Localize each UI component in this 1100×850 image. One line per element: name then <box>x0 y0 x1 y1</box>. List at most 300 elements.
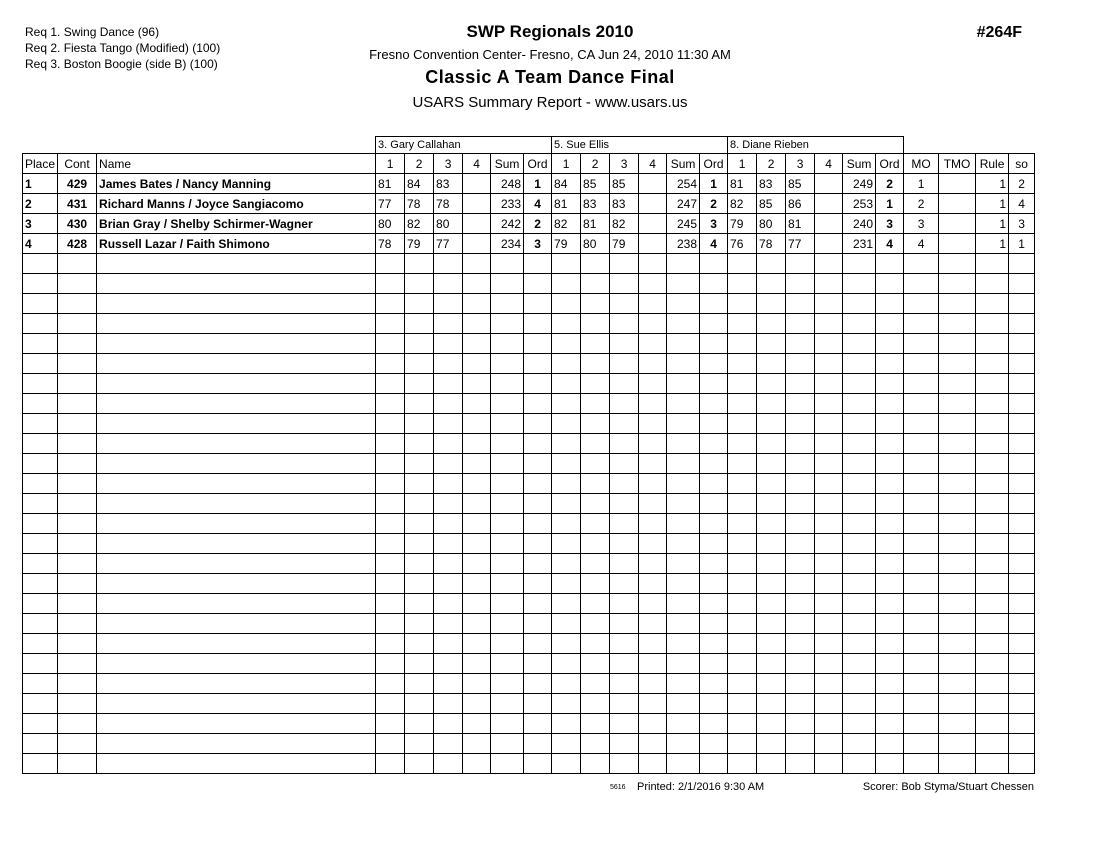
cell-sum <box>667 674 700 694</box>
cell-place <box>23 454 58 474</box>
cell-score <box>786 274 815 294</box>
column-header-score: 4 <box>639 154 667 174</box>
cell-place <box>23 414 58 434</box>
cell-so <box>1009 454 1035 474</box>
cell-sum <box>843 674 876 694</box>
cell-name <box>97 434 376 454</box>
empty-row <box>23 434 1035 454</box>
cell-sum <box>491 314 524 334</box>
cell-tmo <box>939 194 976 214</box>
cell-score <box>639 254 667 274</box>
column-header-score: 1 <box>728 154 757 174</box>
cell-score: 78 <box>757 234 786 254</box>
cell-sum <box>843 314 876 334</box>
cell-ord: 4 <box>876 234 904 254</box>
cell-sum <box>491 554 524 574</box>
cell-score <box>376 634 405 654</box>
cell-cont: 428 <box>58 234 97 254</box>
cell-score <box>728 454 757 474</box>
cell-score <box>376 594 405 614</box>
cell-ord <box>876 494 904 514</box>
cell-score <box>581 654 610 674</box>
cell-score <box>463 674 491 694</box>
cell-score <box>728 654 757 674</box>
cell-score <box>610 374 639 394</box>
cell-score <box>581 474 610 494</box>
cell-score <box>639 214 667 234</box>
cell-score <box>786 554 815 574</box>
cell-rule <box>976 594 1009 614</box>
cell-score <box>786 314 815 334</box>
cell-place <box>23 574 58 594</box>
empty-row <box>23 334 1035 354</box>
cell-mo <box>904 434 939 454</box>
cell-ord: 4 <box>700 234 728 254</box>
cell-score <box>463 714 491 734</box>
cell-ord <box>700 534 728 554</box>
cell-score <box>376 534 405 554</box>
cell-ord <box>876 574 904 594</box>
footer-code: 5616 <box>610 784 626 791</box>
cell-score <box>463 374 491 394</box>
cell-ord <box>524 514 552 534</box>
cell-ord <box>700 354 728 374</box>
column-header-sum: Sum <box>843 154 876 174</box>
cell-sum <box>491 474 524 494</box>
empty-row <box>23 714 1035 734</box>
cell-rule <box>976 254 1009 274</box>
cell-sum <box>667 414 700 434</box>
cell-score <box>815 634 843 654</box>
cell-score <box>434 614 463 634</box>
cell-score: 83 <box>581 194 610 214</box>
cell-score <box>376 714 405 734</box>
cell-score <box>757 654 786 674</box>
empty-row <box>23 534 1035 554</box>
empty-row <box>23 414 1035 434</box>
cell-score <box>552 354 581 374</box>
cell-rule <box>976 434 1009 454</box>
cell-ord <box>524 654 552 674</box>
cell-score <box>552 634 581 654</box>
cell-mo <box>904 554 939 574</box>
cell-score <box>610 294 639 314</box>
cell-sum <box>491 334 524 354</box>
cell-score <box>786 694 815 714</box>
cell-score <box>757 374 786 394</box>
cell-cont <box>58 414 97 434</box>
table-row <box>23 234 1035 254</box>
cell-sum <box>843 534 876 554</box>
cell-score <box>757 474 786 494</box>
cell-score <box>815 694 843 714</box>
cell-name <box>97 754 376 774</box>
cell-score <box>463 234 491 254</box>
cell-cont <box>58 354 97 374</box>
cell-score <box>639 694 667 714</box>
cell-ord <box>876 374 904 394</box>
cell-score <box>434 514 463 534</box>
cell-sum <box>843 594 876 614</box>
cell-cont <box>58 754 97 774</box>
cell-name <box>97 714 376 734</box>
cell-place <box>23 714 58 734</box>
cell-score <box>815 594 843 614</box>
cell-score <box>728 374 757 394</box>
cell-ord <box>524 474 552 494</box>
cell-rule: 1 <box>976 214 1009 234</box>
cell-sum <box>843 634 876 654</box>
cell-ord <box>876 554 904 574</box>
cell-rule <box>976 694 1009 714</box>
cell-ord <box>876 634 904 654</box>
cell-score <box>757 554 786 574</box>
cell-score <box>405 674 434 694</box>
cell-score <box>815 614 843 634</box>
cell-score <box>376 294 405 314</box>
cell-place: 3 <box>23 214 58 234</box>
cell-mo <box>904 634 939 654</box>
cell-sum <box>843 554 876 574</box>
cell-ord <box>700 334 728 354</box>
cell-score <box>463 654 491 674</box>
cell-score <box>405 754 434 774</box>
cell-score <box>405 554 434 574</box>
empty-row <box>23 614 1035 634</box>
cell-rule <box>976 354 1009 374</box>
cell-so <box>1009 374 1035 394</box>
cell-so <box>1009 434 1035 454</box>
cell-score <box>639 614 667 634</box>
cell-score <box>728 314 757 334</box>
cell-mo <box>904 654 939 674</box>
cell-score <box>434 694 463 714</box>
cell-name <box>97 734 376 754</box>
cell-cont <box>58 714 97 734</box>
cell-place <box>23 314 58 334</box>
cell-score: 80 <box>376 214 405 234</box>
cell-ord: 2 <box>700 194 728 214</box>
cell-score <box>405 314 434 334</box>
cell-cont <box>58 674 97 694</box>
column-header-cont: Cont <box>58 154 97 174</box>
cell-tmo <box>939 294 976 314</box>
cell-ord <box>524 534 552 554</box>
cell-place <box>23 754 58 774</box>
cell-score <box>552 594 581 614</box>
cell-score <box>463 314 491 334</box>
cell-mo <box>904 534 939 554</box>
cell-score <box>786 714 815 734</box>
cell-ord: 3 <box>524 234 552 254</box>
cell-place: 1 <box>23 174 58 194</box>
cell-place <box>23 394 58 414</box>
cell-score <box>434 354 463 374</box>
cell-cont <box>58 634 97 654</box>
cell-tmo <box>939 434 976 454</box>
cell-rule <box>976 654 1009 674</box>
cell-score <box>786 294 815 314</box>
cell-ord <box>876 354 904 374</box>
cell-score <box>376 374 405 394</box>
cell-so <box>1009 394 1035 414</box>
cell-sum <box>843 254 876 274</box>
cell-score <box>552 294 581 314</box>
cell-score <box>552 374 581 394</box>
cell-score <box>434 374 463 394</box>
cell-sum <box>667 274 700 294</box>
cell-score <box>434 594 463 614</box>
cell-sum <box>491 754 524 774</box>
cell-score <box>610 334 639 354</box>
cell-tmo <box>939 274 976 294</box>
cell-rule <box>976 574 1009 594</box>
cell-so <box>1009 314 1035 334</box>
cell-score <box>610 434 639 454</box>
cell-place <box>23 694 58 714</box>
cell-sum <box>667 314 700 334</box>
cell-mo <box>904 354 939 374</box>
cell-score <box>786 514 815 534</box>
cell-score <box>405 274 434 294</box>
cell-mo <box>904 474 939 494</box>
cell-sum <box>843 294 876 314</box>
cell-score <box>757 694 786 714</box>
cell-score <box>463 694 491 714</box>
cell-score <box>815 334 843 354</box>
cell-score <box>434 574 463 594</box>
cell-score: 79 <box>552 234 581 254</box>
empty-row <box>23 374 1035 394</box>
cell-ord <box>524 734 552 754</box>
cell-ord <box>876 614 904 634</box>
cell-mo <box>904 394 939 414</box>
cell-score <box>757 394 786 414</box>
cell-score <box>463 274 491 294</box>
cell-score <box>757 534 786 554</box>
cell-ord <box>876 474 904 494</box>
cell-score <box>639 674 667 694</box>
cell-name <box>97 334 376 354</box>
cell-place <box>23 254 58 274</box>
empty-row <box>23 354 1035 374</box>
cell-ord <box>524 354 552 374</box>
column-header-score: 1 <box>552 154 581 174</box>
cell-place: 4 <box>23 234 58 254</box>
cell-name <box>97 374 376 394</box>
cell-mo <box>904 614 939 634</box>
cell-so <box>1009 494 1035 514</box>
cell-score <box>463 614 491 634</box>
cell-score <box>728 434 757 454</box>
cell-score <box>581 614 610 634</box>
judge-header-row <box>23 137 1035 154</box>
cell-sum <box>667 254 700 274</box>
cell-mo <box>904 334 939 354</box>
cell-mo <box>904 454 939 474</box>
cell-so <box>1009 754 1035 774</box>
cell-score <box>463 734 491 754</box>
cell-score <box>639 434 667 454</box>
cell-score <box>728 474 757 494</box>
cell-tmo <box>939 734 976 754</box>
cell-ord <box>876 654 904 674</box>
cell-place <box>23 654 58 674</box>
cell-score <box>463 394 491 414</box>
cell-score: 77 <box>434 234 463 254</box>
report-line: USARS Summary Report - www.usars.us <box>412 94 688 111</box>
cell-score <box>610 354 639 374</box>
cell-score <box>463 414 491 434</box>
empty-row <box>23 734 1035 754</box>
cell-score <box>786 414 815 434</box>
cell-place <box>23 434 58 454</box>
cell-score <box>639 494 667 514</box>
cell-sum <box>667 574 700 594</box>
cell-score <box>376 454 405 474</box>
cell-name <box>97 694 376 714</box>
column-header-score: 2 <box>405 154 434 174</box>
cell-cont <box>58 454 97 474</box>
cell-score <box>728 394 757 414</box>
cell-mo <box>904 314 939 334</box>
cell-sum <box>667 554 700 574</box>
cell-ord <box>700 294 728 314</box>
cell-score <box>405 294 434 314</box>
cell-rule <box>976 374 1009 394</box>
cell-score <box>581 714 610 734</box>
cell-score <box>376 254 405 274</box>
cell-score <box>405 474 434 494</box>
cell-score <box>815 434 843 454</box>
cell-sum <box>843 614 876 634</box>
cell-ord <box>700 374 728 394</box>
cell-place <box>23 614 58 634</box>
cell-score <box>405 614 434 634</box>
cell-sum <box>843 734 876 754</box>
cell-score <box>463 434 491 454</box>
cell-so <box>1009 734 1035 754</box>
cell-sum <box>667 714 700 734</box>
cell-score <box>463 514 491 534</box>
cell-sum <box>491 514 524 534</box>
cell-sum <box>491 714 524 734</box>
cell-score <box>786 674 815 694</box>
cell-sum <box>491 414 524 434</box>
cell-score <box>757 274 786 294</box>
cell-cont <box>58 554 97 574</box>
cell-score <box>376 414 405 434</box>
cell-score: 82 <box>552 214 581 234</box>
empty-row <box>23 454 1035 474</box>
cell-sum <box>843 574 876 594</box>
cell-score <box>815 474 843 494</box>
cell-so <box>1009 274 1035 294</box>
cell-score <box>552 434 581 454</box>
cell-score <box>815 554 843 574</box>
cell-score <box>815 514 843 534</box>
judge-name-3: 8. Diane Rieben <box>728 137 904 154</box>
cell-tmo <box>939 574 976 594</box>
empty-row <box>23 294 1035 314</box>
cell-score <box>786 394 815 414</box>
cell-score <box>757 514 786 534</box>
cell-score <box>639 554 667 574</box>
cell-tmo <box>939 474 976 494</box>
cell-ord <box>700 674 728 694</box>
cell-sum <box>667 614 700 634</box>
cell-mo <box>904 754 939 774</box>
column-header-score: 3 <box>786 154 815 174</box>
cell-tmo <box>939 754 976 774</box>
cell-ord <box>524 574 552 594</box>
cell-score <box>434 634 463 654</box>
cell-score <box>405 634 434 654</box>
cell-score <box>757 674 786 694</box>
cell-so <box>1009 554 1035 574</box>
cell-ord <box>524 694 552 714</box>
cell-score <box>786 594 815 614</box>
cell-ord: 1 <box>876 194 904 214</box>
cell-score <box>786 754 815 774</box>
cell-score <box>552 694 581 714</box>
column-header-score: 3 <box>610 154 639 174</box>
cell-cont <box>58 254 97 274</box>
cell-score: 81 <box>581 214 610 234</box>
cell-ord <box>700 494 728 514</box>
cell-score <box>786 374 815 394</box>
cell-score <box>405 594 434 614</box>
cell-score <box>463 494 491 514</box>
cell-score <box>639 294 667 314</box>
cell-place <box>23 374 58 394</box>
cell-ord <box>524 394 552 414</box>
cell-ord <box>524 754 552 774</box>
cell-sum <box>843 754 876 774</box>
cell-place <box>23 334 58 354</box>
cell-score <box>610 734 639 754</box>
cell-score <box>728 614 757 634</box>
cell-ord <box>524 414 552 434</box>
table-row <box>23 194 1035 214</box>
cell-ord <box>876 754 904 774</box>
cell-score <box>786 734 815 754</box>
cell-sum <box>667 514 700 534</box>
cell-rule <box>976 334 1009 354</box>
cell-score <box>786 614 815 634</box>
cell-score <box>581 414 610 434</box>
cell-score <box>376 694 405 714</box>
cell-rule <box>976 494 1009 514</box>
cell-ord <box>524 454 552 474</box>
cell-score <box>610 654 639 674</box>
cell-score <box>552 734 581 754</box>
cell-place <box>23 734 58 754</box>
column-header-score: 4 <box>463 154 491 174</box>
cell-sum <box>491 294 524 314</box>
cell-score <box>639 174 667 194</box>
cell-score <box>728 274 757 294</box>
cell-mo <box>904 574 939 594</box>
cell-score <box>405 514 434 534</box>
cell-score <box>463 594 491 614</box>
cell-score <box>757 254 786 274</box>
cell-mo <box>904 294 939 314</box>
empty-row <box>23 754 1035 774</box>
cell-score <box>815 754 843 774</box>
cell-rule <box>976 394 1009 414</box>
cell-sum: 242 <box>491 214 524 234</box>
